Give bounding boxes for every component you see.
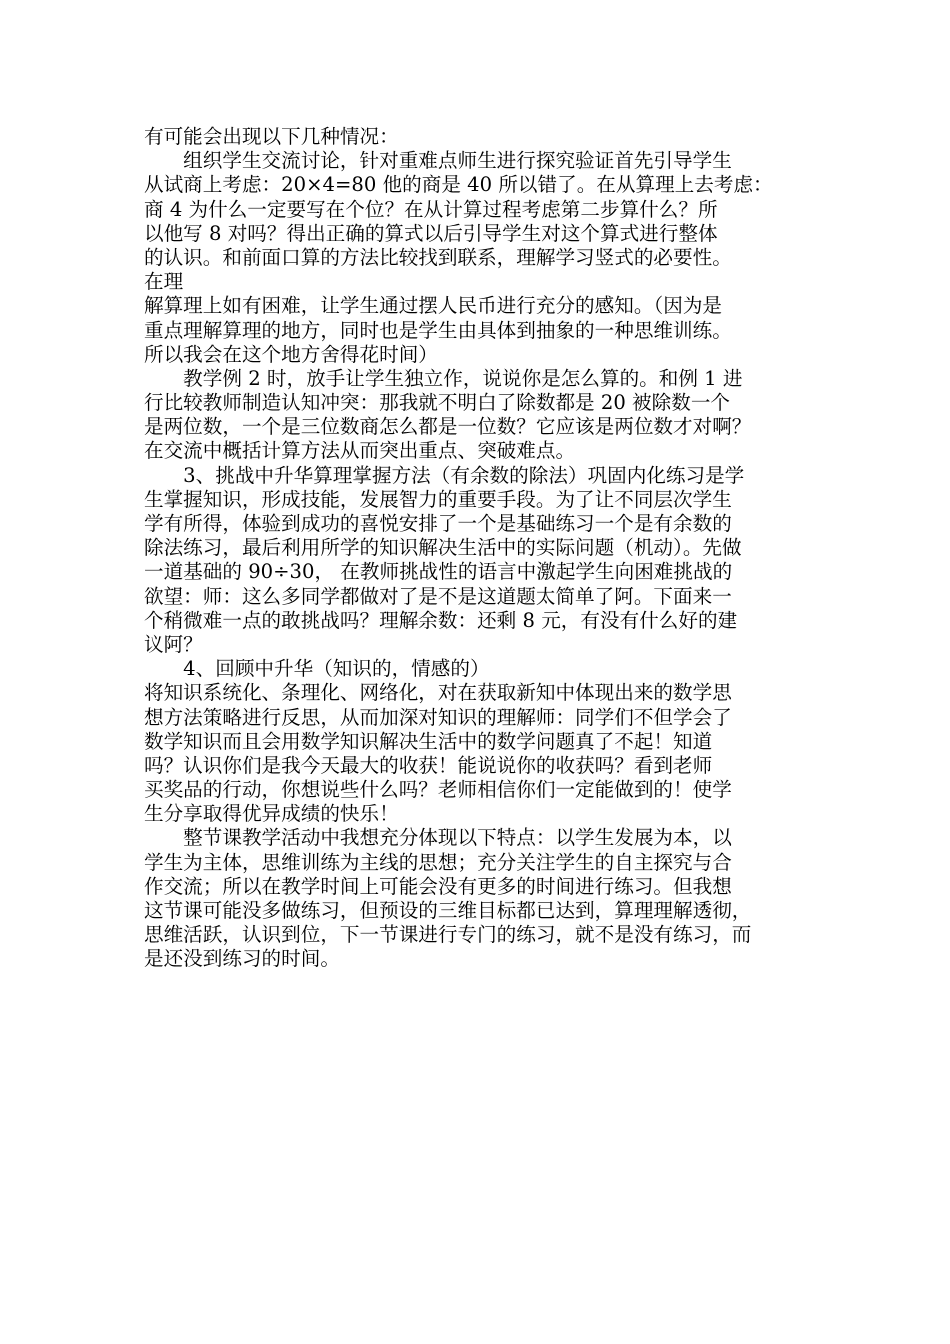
- text-line: 生掌握知识，形成技能，发展智力的重要手段。为了让不同层次学生: [144, 487, 732, 511]
- text-line: 是还没到练习的时间。: [144, 947, 340, 971]
- text-line: 3、挑战中升华算理掌握方法（有余数的除法）巩固内化练习是学: [144, 463, 745, 487]
- text-line: 一道基础的 90÷30， 在教师挑战性的语言中激起学生向困难挑战的: [144, 560, 733, 584]
- text-line: 买奖品的行动，你想说些什么吗？老师相信你们一定能做到的！使学: [144, 778, 732, 802]
- text-line: 从试商上考虑：20×4=80 他的商是 40 所以错了。在从算理上去考虑：: [144, 173, 773, 197]
- text-line: 生分享取得优异成绩的快乐！: [144, 802, 399, 826]
- text-line: 重点理解算理的地方，同时也是学生由具体到抽象的一种思维训练。: [144, 318, 732, 342]
- text-line: 商 4 为什么一定要写在个位？在从计算过程考虑第二步算什么？所: [144, 197, 718, 221]
- text-line: 有可能会出现以下几种情况：: [144, 125, 399, 148]
- text-line: 所以我会在这个地方舍得花时间）: [144, 342, 438, 366]
- text-line: 以他写 8 对吗？得出正确的算式以后引导学生对这个算式进行整体: [144, 221, 718, 245]
- text-line: 行比较教师制造认知冲突：那我就不明白了除数都是 20 被除数一个: [144, 391, 731, 415]
- document-body: [144, 125, 816, 972]
- text-line: 思维活跃，认识到位，下一节课进行专门的练习，就不是没有练习，而: [144, 923, 752, 947]
- text-line: 学有所得，体验到成功的喜悦安排了一个是基础练习一个是有余数的: [144, 512, 732, 535]
- text-line: 学生为主体，思维训练为主线的思想；充分关注学生的自主探究与合: [144, 850, 732, 874]
- text-line: 将知识系统化、条理化、网络化，对在获取新知中体现出来的数学思: [144, 681, 732, 705]
- text-line: 这节课可能没多做练习，但预设的三维目标都已达到，算理理解透彻，: [144, 899, 752, 922]
- text-line: 数学知识而且会用数学知识解决生活中的数学问题真了不起！知道: [144, 729, 713, 753]
- text-line: 个稍微难一点的敢挑战吗？理解余数：还剩 8 元，有没有什么好的建: [144, 608, 738, 632]
- text-line: 在理: [144, 270, 184, 294]
- text-line: 作交流；所以在教学时间上可能会没有更多的时间进行练习。但我想: [144, 874, 732, 898]
- text-line: 吗？认识你们是我今天最大的收获！能说说你的收获吗？看到老师: [144, 753, 713, 777]
- text-line: 在交流中概括计算方法从而突出重点、突破难点。: [144, 439, 576, 463]
- text-line: 议阿？: [144, 632, 203, 656]
- text-line: 4、回顾中升华（知识的，情感的）: [144, 657, 490, 681]
- text-line: 欲望：师：这么多同学都做对了是不是这道题太简单了阿。下面来一: [144, 584, 732, 608]
- text-line: 教学例 2 时，放手让学生独立作，说说你是怎么算的。和例 1 进: [144, 366, 743, 390]
- text-line: 是两位数，一个是三位数商怎么都是一位数？它应该是两位数才对啊？: [144, 415, 752, 439]
- text-line: 组织学生交流讨论，针对重难点师生进行探究验证首先引导学生: [144, 149, 732, 173]
- text-line: 解算理上如有困难，让学生通过摆人民币进行充分的感知。（因为是: [144, 294, 723, 318]
- text-line: 整节课教学活动中我想充分体现以下特点：以学生发展为本，以: [144, 826, 732, 850]
- text-line: 除法练习，最后利用所学的知识解决生活中的实际问题（机动）。先做: [144, 536, 742, 560]
- text-line: 的认识。和前面口算的方法比较找到联系，理解学习竖式的必要性。: [144, 245, 732, 269]
- text-line: 想方法策略进行反思，从而加深对知识的理解师：同学们不但学会了: [144, 705, 732, 729]
